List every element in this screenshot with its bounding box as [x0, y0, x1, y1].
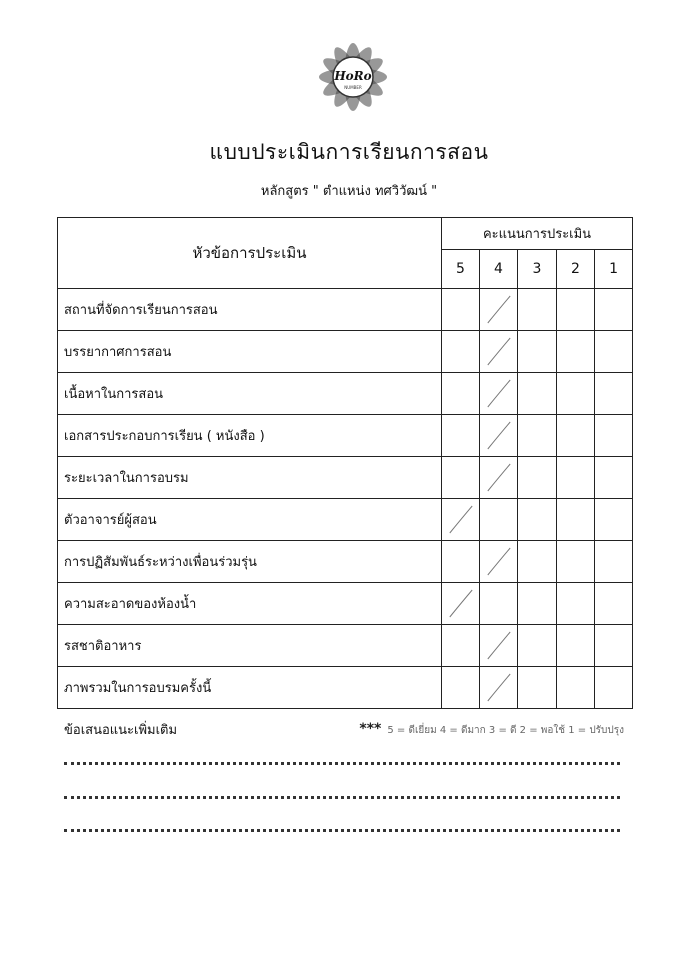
score-cell-1[interactable]	[595, 583, 633, 625]
criterion-label: สถานที่จัดการเรียนการสอน	[58, 289, 442, 331]
topic-header: หัวข้อการประเมิน	[58, 218, 442, 289]
score-cell-4[interactable]	[480, 583, 518, 625]
score-cell-3[interactable]	[518, 583, 557, 625]
check-mark-icon	[442, 583, 479, 624]
score-cell-3[interactable]	[518, 289, 557, 331]
score-cell-4[interactable]	[480, 499, 518, 541]
table-row	[58, 667, 633, 709]
criterion-label: บรรยากาศการสอน	[58, 331, 442, 373]
score-cell-4[interactable]	[480, 457, 518, 499]
score-cell-3[interactable]	[518, 331, 557, 373]
check-mark-icon	[480, 415, 517, 456]
score-cell-5[interactable]	[442, 499, 480, 541]
score-cell-2[interactable]	[557, 541, 595, 583]
horo-number-logo	[310, 38, 396, 116]
score-cell-2[interactable]	[557, 331, 595, 373]
logo-text: HoRo	[334, 69, 372, 83]
check-mark-icon	[480, 625, 517, 666]
score-cell-3[interactable]	[518, 625, 557, 667]
check-mark-icon	[480, 541, 517, 582]
score-cell-4[interactable]	[480, 415, 518, 457]
check-mark-icon	[442, 499, 479, 540]
page-title: แบบประเมินการเรียนการสอน	[209, 140, 489, 164]
score-cell-1[interactable]	[595, 331, 633, 373]
score-cell-3[interactable]	[518, 667, 557, 709]
logo-subtext: NUMBER	[344, 85, 362, 90]
score-cell-5[interactable]	[442, 373, 480, 415]
check-mark-icon	[480, 289, 517, 330]
table-row	[58, 457, 633, 499]
check-mark-icon	[480, 667, 517, 708]
suggestion-line[interactable]	[64, 762, 620, 765]
score-column-header: 5	[442, 250, 480, 289]
score-cell-5[interactable]	[442, 583, 480, 625]
page-subtitle: หลักสูตร " ตำแหน่ง ทศวิวัฒน์ "	[260, 184, 438, 199]
score-cell-4[interactable]	[480, 541, 518, 583]
score-cell-2[interactable]	[557, 625, 595, 667]
score-cell-2[interactable]	[557, 667, 595, 709]
score-column-header: 3	[518, 250, 557, 289]
score-cell-5[interactable]	[442, 625, 480, 667]
suggestion-line[interactable]	[64, 829, 620, 832]
score-cell-4[interactable]	[480, 289, 518, 331]
criterion-label: รสชาติอาหาร	[58, 625, 442, 667]
score-cell-1[interactable]	[595, 667, 633, 709]
table-row	[58, 541, 633, 583]
criterion-label: การปฏิสัมพันธ์ระหว่างเพื่อนร่วมรุ่น	[58, 541, 442, 583]
legend-stars: ***	[359, 721, 382, 737]
check-mark-icon	[480, 331, 517, 372]
table-row	[58, 331, 633, 373]
score-cell-2[interactable]	[557, 499, 595, 541]
score-cell-1[interactable]	[595, 289, 633, 331]
criterion-label: ตัวอาจารย์ผู้สอน	[58, 499, 442, 541]
table-row	[58, 415, 633, 457]
score-cell-2[interactable]	[557, 583, 595, 625]
score-cell-4[interactable]	[480, 373, 518, 415]
score-cell-5[interactable]	[442, 331, 480, 373]
legend-text: 5 = ดีเยี่ยม 4 = ดีมาก 3 = ดี 2 = พอใช้ 1 = ปรับปรุง	[387, 725, 624, 736]
score-cell-1[interactable]	[595, 415, 633, 457]
score-cell-1[interactable]	[595, 499, 633, 541]
score-cell-4[interactable]	[480, 667, 518, 709]
table-row	[58, 583, 633, 625]
score-cell-5[interactable]	[442, 667, 480, 709]
evaluation-table	[57, 217, 633, 709]
check-mark-icon	[480, 373, 517, 414]
table-row	[58, 289, 633, 331]
table-row	[58, 499, 633, 541]
score-cell-3[interactable]	[518, 415, 557, 457]
score-cell-4[interactable]	[480, 331, 518, 373]
score-column-header: 1	[595, 250, 633, 289]
score-legend	[359, 721, 624, 738]
score-cell-3[interactable]	[518, 499, 557, 541]
criterion-label: ภาพรวมในการอบรมครั้งนี้	[58, 667, 442, 709]
score-cell-5[interactable]	[442, 457, 480, 499]
check-mark-icon	[480, 457, 517, 498]
score-cell-1[interactable]	[595, 541, 633, 583]
score-cell-1[interactable]	[595, 373, 633, 415]
score-cell-2[interactable]	[557, 457, 595, 499]
suggestion-line[interactable]	[64, 796, 620, 799]
table-row	[58, 373, 633, 415]
score-cell-2[interactable]	[557, 415, 595, 457]
score-cell-1[interactable]	[595, 625, 633, 667]
table-row	[58, 625, 633, 667]
score-cell-3[interactable]	[518, 457, 557, 499]
criterion-label: ระยะเวลาในการอบรม	[58, 457, 442, 499]
score-cell-5[interactable]	[442, 289, 480, 331]
score-cell-3[interactable]	[518, 373, 557, 415]
score-cell-5[interactable]	[442, 541, 480, 583]
criterion-label: เอกสารประกอบการเรียน ( หนังสือ )	[58, 415, 442, 457]
score-cell-4[interactable]	[480, 625, 518, 667]
criterion-label: เนื้อหาในการสอน	[58, 373, 442, 415]
score-group-header: คะแนนการประเมิน	[442, 218, 633, 250]
suggestions-label: ข้อเสนอแนะเพิ่มเติม	[64, 723, 178, 738]
score-cell-5[interactable]	[442, 415, 480, 457]
criterion-label: ความสะอาดของห้องน้ำ	[58, 583, 442, 625]
score-cell-2[interactable]	[557, 289, 595, 331]
score-column-header: 4	[480, 250, 518, 289]
score-column-header: 2	[557, 250, 595, 289]
score-cell-1[interactable]	[595, 457, 633, 499]
score-cell-2[interactable]	[557, 373, 595, 415]
score-cell-3[interactable]	[518, 541, 557, 583]
